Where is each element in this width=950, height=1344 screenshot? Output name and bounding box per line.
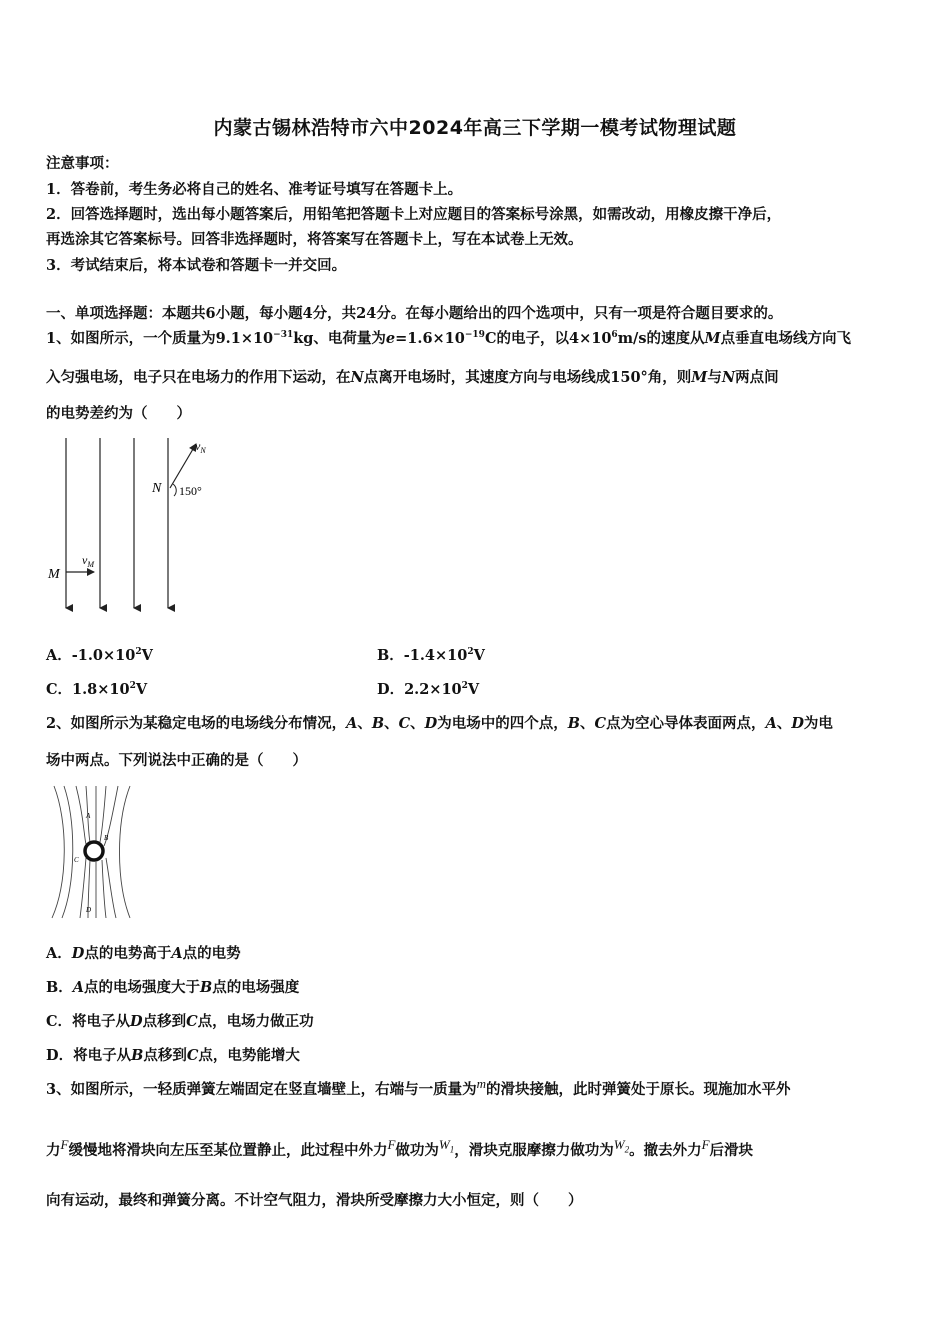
q1-option-a[interactable]: A．$-1.0\times 10^2V$ — [46, 647, 153, 664]
q3-line-2: 力$^F$缓慢地将滑块向左压至某位置静止，此过程中外力$^F$做功为$^{W_1}$，滑块克服摩擦力做功为$^{W_2}$。撤去外力$^F$后滑块 — [46, 1137, 754, 1159]
vn-label: $v_N$ — [195, 439, 206, 455]
q1-option-c[interactable]: C．$1.8\times 10^2V$ — [46, 681, 148, 698]
point-d-label: D — [86, 906, 92, 914]
q1-field-figure — [40, 432, 220, 617]
m-label: M — [48, 567, 60, 582]
notice-item-2: 2．回答选择题时，选出每小题答案后，用铅笔把答题卡上对应题目的答案标号涂黑，如需改动，用橡皮擦干净后， — [46, 206, 782, 223]
angle-arc — [173, 484, 176, 496]
n-label: N — [152, 481, 162, 496]
angle-label: 150° — [179, 484, 202, 498]
q3-line-1: 3、如图所示，一轻质弹簧左端固定在竖直墙壁上，右端与一质量为$^m$的滑块接触，此时弹簧处于原长。现施加水平外 — [46, 1076, 791, 1098]
notice-item-2-cont: 再选涂其它答案标号。回答非选择题时，将答案写在答题卡上，写在本试卷上无效。 — [46, 231, 583, 248]
section-heading: 一、单项选择题：本题共6小题，每小题4分，共24分。在每小题给出的四个选项中，只有一项是符合题目要求的。 — [46, 305, 783, 322]
q1-line-2: 入匀强电场，电子只在电场力的作用下运动，在N点离开电场时，其速度方向与电场线成150°角，则M与N两点间 — [46, 369, 779, 386]
vm-label: $v_M$ — [82, 553, 94, 569]
point-b-label: B — [104, 834, 109, 842]
notice-item-1: 1．答卷前，考生务必将自己的姓名、准考证号填写在答题卡上。 — [46, 181, 463, 198]
page-title: 内蒙古锡林浩特市六中2024年高三下学期一模考试物理试题 — [213, 117, 737, 139]
notice-heading: 注意事项： — [46, 155, 119, 172]
vn-arrow — [170, 444, 196, 488]
q2-line-2: 场中两点。下列说法中正确的是（ ） — [46, 752, 307, 769]
point-c-label: C — [74, 856, 79, 864]
q1-line-3: 的电势差约为（ ） — [46, 405, 191, 422]
q2-field-figure — [46, 782, 140, 922]
q2-option-d[interactable]: D．将电子从B点移到C点，电势能增大 — [46, 1047, 300, 1064]
q2-line-1: 2、如图所示为某稳定电场的电场线分布情况，A、B、C、D为电场中的四个点，B、C点为空心导体表面两点，A、D为电 — [46, 715, 833, 732]
q3-line-3: 向有运动，最终和弹簧分离。不计空气阻力，滑块所受摩擦力大小恒定，则（ ） — [46, 1192, 583, 1209]
q2-option-b[interactable]: B．A点的电场强度大于B点的电场强度 — [46, 979, 300, 996]
notice-item-3: 3．考试结束后，将本试卷和答题卡一并交回。 — [46, 257, 347, 274]
q2-option-a[interactable]: A．D点的电势高于A点的电势 — [46, 945, 241, 962]
q1-option-d[interactable]: D．$2.2\times 10^2V$ — [377, 681, 480, 698]
q2-option-c[interactable]: C．将电子从D点移到C点，电场力做正功 — [46, 1013, 314, 1030]
hollow-conductor — [85, 842, 103, 860]
q1-option-b[interactable]: B．$-1.4\times 10^2V$ — [377, 647, 485, 664]
point-a-label: A — [86, 812, 91, 820]
q1-line-1: 1、如图所示，一个质量为$9.1\times 10^{-31}kg$、电荷量为$e=1.6\times 10^{-19}C$的电子，以$4\times 10^6m/s$的速度从M点垂直电场线方向飞 — [46, 330, 852, 347]
